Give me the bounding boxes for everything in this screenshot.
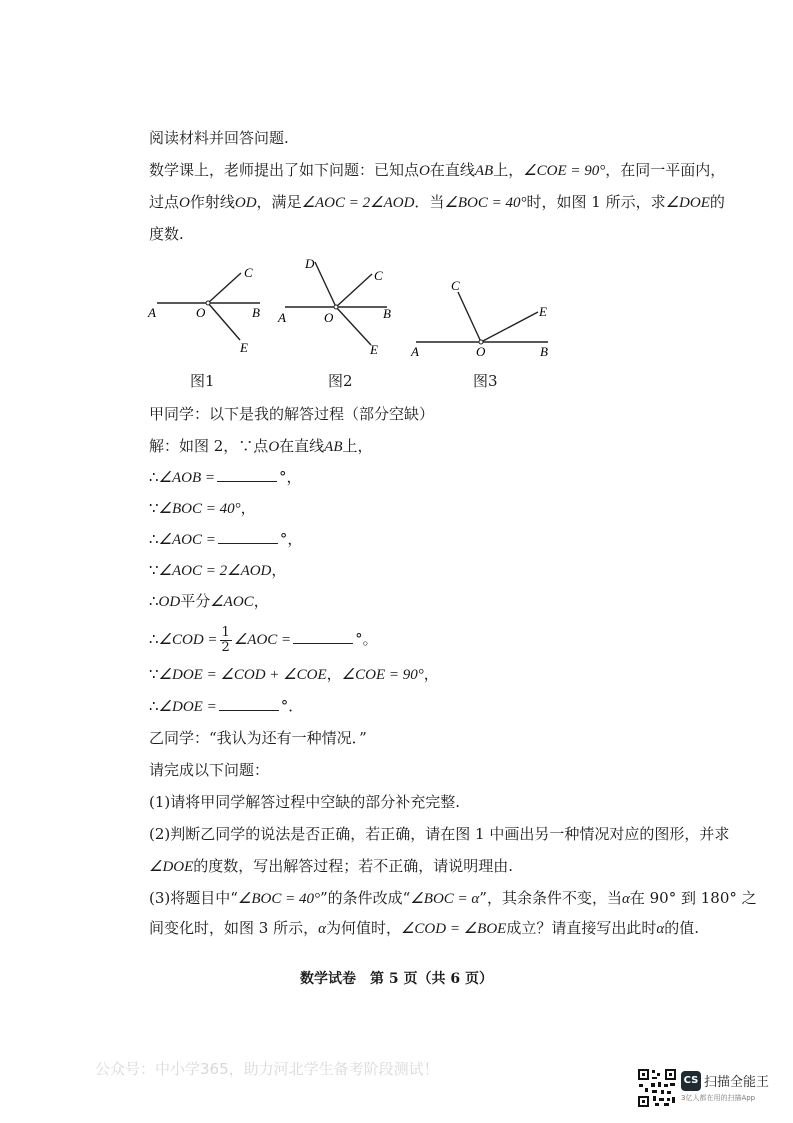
text: 的值. — [664, 919, 700, 937]
question-3-line-2 — [149, 918, 699, 939]
math: OD — [158, 594, 181, 610]
figure-1 — [145, 262, 270, 357]
fraction-half — [220, 626, 232, 655]
label-a: A — [278, 310, 286, 325]
text: 的 — [709, 193, 725, 211]
math: α — [621, 891, 630, 907]
text: ”，其余条件不变，当 — [479, 889, 622, 907]
ray-oe — [481, 312, 538, 342]
text: ∴ — [149, 468, 159, 486]
point-o — [206, 301, 210, 305]
solution-step-3 — [149, 498, 256, 519]
label-b: B — [252, 305, 260, 320]
ray-oc — [336, 274, 372, 307]
point-o — [334, 305, 338, 309]
text: 数学课上，老师提出了如下问题：已知点 — [149, 161, 420, 179]
text: ， — [253, 592, 269, 610]
text: ∵ — [149, 499, 159, 517]
math: ∠BOC = 40° — [158, 501, 241, 517]
text: 为何值时， — [325, 919, 401, 937]
text: ∴ — [149, 697, 159, 715]
questions-intro: 请完成以下问题： — [149, 761, 270, 779]
text: °。 — [355, 630, 378, 648]
text: ， — [271, 561, 287, 579]
text: 上， — [493, 161, 524, 179]
text: ，满足 — [256, 193, 302, 211]
text: ， — [423, 665, 439, 683]
text: 平分 — [180, 592, 211, 610]
solution-step-2 — [149, 467, 302, 488]
text: 时，如图 1 所示，求 — [526, 193, 666, 211]
math: ∠DOE — [665, 195, 710, 211]
math: ∠COD = — [158, 632, 218, 648]
text: 上， — [342, 437, 373, 455]
text: ， — [240, 499, 256, 517]
label-o: O — [476, 344, 486, 359]
text: ∴ — [149, 530, 159, 548]
solution-step-7 — [149, 622, 378, 657]
text: °． — [280, 697, 304, 715]
answer-blank-doe[interactable] — [219, 696, 279, 711]
ray-oc — [458, 292, 481, 342]
label-o: O — [324, 310, 334, 325]
camscanner-logo-icon: CS — [681, 1071, 701, 1091]
figure-1-diagram — [145, 262, 270, 357]
math: O — [419, 163, 430, 179]
solution-step-8 — [149, 664, 439, 685]
text: 作射线 — [189, 193, 235, 211]
solution-step-9 — [149, 696, 303, 717]
text: 在直线 — [429, 161, 475, 179]
brand-name: 扫描全能王 — [704, 1075, 770, 1090]
math: ∠COE = 90° — [341, 667, 424, 683]
intro-text: 阅读材料并回答问题. — [149, 129, 289, 147]
text: 的度数，写出解答过程；若不正确，请说明理由. — [193, 857, 514, 875]
text: 解：如图 2，∵点 — [149, 437, 269, 455]
ray-oe — [336, 307, 371, 345]
math: O — [179, 195, 190, 211]
label-b: B — [540, 344, 548, 359]
figure-3-caption: 图3 — [473, 372, 498, 390]
answer-blank-aob[interactable] — [217, 467, 277, 482]
question-3-line-1 — [149, 888, 757, 909]
label-c: C — [374, 268, 383, 283]
label-b: B — [383, 306, 391, 321]
label-d: D — [305, 256, 315, 271]
text: 间变化时，如图 3 所示， — [149, 919, 319, 937]
figure-2-diagram — [275, 252, 400, 360]
math: ∠BOC = 40° — [237, 891, 320, 907]
math: AB — [474, 163, 494, 179]
problem-line-1 — [149, 160, 725, 181]
brand-subtitle: 3亿人都在用的扫描App — [681, 1093, 756, 1102]
math: ∠AOB = — [158, 470, 216, 486]
solution-step-5 — [149, 560, 286, 581]
text: °， — [279, 468, 302, 486]
text: ．当 — [414, 193, 445, 211]
text: ∵ — [149, 665, 159, 683]
text: ∴ — [149, 592, 159, 610]
text: ， — [326, 665, 342, 683]
figure-1-caption: 图1 — [190, 372, 215, 390]
solution-step-4 — [149, 529, 302, 550]
math: ∠AOC = — [233, 632, 292, 648]
fraction-denominator: 2 — [221, 639, 230, 655]
figure-2-caption: 图2 — [328, 372, 353, 390]
question-2-line-2 — [149, 856, 513, 877]
label-c: C — [451, 278, 460, 293]
label-e: E — [539, 304, 547, 319]
problem-line-3: 度数. — [149, 225, 184, 243]
student-b-statement: 乙同学：“我认为还有一种情况．” — [149, 729, 367, 747]
label-o: O — [196, 305, 206, 320]
question-1: (1)请将甲同学解答过程中空缺的部分补充完整. — [149, 793, 461, 811]
figure-3 — [408, 270, 558, 362]
math: ∠DOE = ∠COD + ∠COE — [158, 667, 327, 683]
text: ，在同一平面内， — [605, 161, 726, 179]
math: ∠AOC — [210, 594, 254, 610]
ray-oc — [208, 273, 241, 303]
qr-code-icon — [637, 1068, 677, 1108]
math: α — [656, 921, 665, 937]
ray-oe — [208, 303, 240, 340]
answer-blank-aoc[interactable] — [218, 529, 278, 544]
problem-line-2 — [149, 192, 725, 213]
math: ∠DOE = — [158, 699, 217, 715]
math: ∠COE = 90° — [523, 163, 606, 179]
math: OD — [234, 195, 257, 211]
ray-od — [315, 262, 336, 307]
text: 在直线 — [279, 437, 325, 455]
math: ∠COD = ∠BOE — [400, 921, 507, 937]
fraction-numerator: 1 — [221, 624, 230, 640]
watermark-text: 公众号：中小学365，助力河北学生备考阶段测试！ — [95, 1060, 439, 1078]
scanner-brand — [681, 1070, 769, 1103]
math: ∠AOC = — [158, 532, 216, 548]
solution-heading: 甲同学：以下是我的解答过程（部分空缺） — [149, 405, 435, 423]
text: ∵ — [149, 561, 159, 579]
page-footer: 数学试卷 第 5 页（共 6 页） — [300, 971, 493, 987]
text: ”的条件改成“ — [320, 889, 411, 907]
text: 在 90° 到 180° 之 — [629, 889, 757, 907]
label-c: C — [244, 265, 253, 280]
solution-step-6 — [149, 591, 269, 612]
math: α — [318, 921, 326, 937]
math: AB — [324, 439, 343, 455]
figure-2 — [275, 252, 400, 360]
label-a: A — [148, 305, 156, 320]
solution-step-1 — [149, 436, 373, 457]
label-a: A — [411, 344, 419, 359]
math: ∠BOC = α — [410, 891, 480, 907]
answer-blank-cod[interactable] — [293, 629, 353, 644]
math: ∠AOC = 2∠AOD — [301, 195, 415, 211]
label-e: E — [240, 340, 248, 355]
label-e: E — [370, 342, 378, 357]
math: ∠BOC = 40° — [444, 195, 527, 211]
text: ∴ — [149, 630, 159, 648]
text: °， — [279, 530, 303, 548]
math: O — [268, 439, 280, 455]
figure-3-diagram — [408, 270, 558, 362]
text: (3)将题目中“ — [149, 889, 238, 907]
text: 成立？请直接写出此时 — [506, 919, 657, 937]
question-2-line-1: (2)判断乙同学的说法是否正确，若正确，请在图 1 中画出另一种情况对应的图形，并求 — [149, 825, 730, 843]
math: ∠AOC = 2∠AOD — [158, 563, 272, 579]
math: ∠DOE — [149, 859, 194, 875]
text: 过点 — [149, 193, 180, 211]
